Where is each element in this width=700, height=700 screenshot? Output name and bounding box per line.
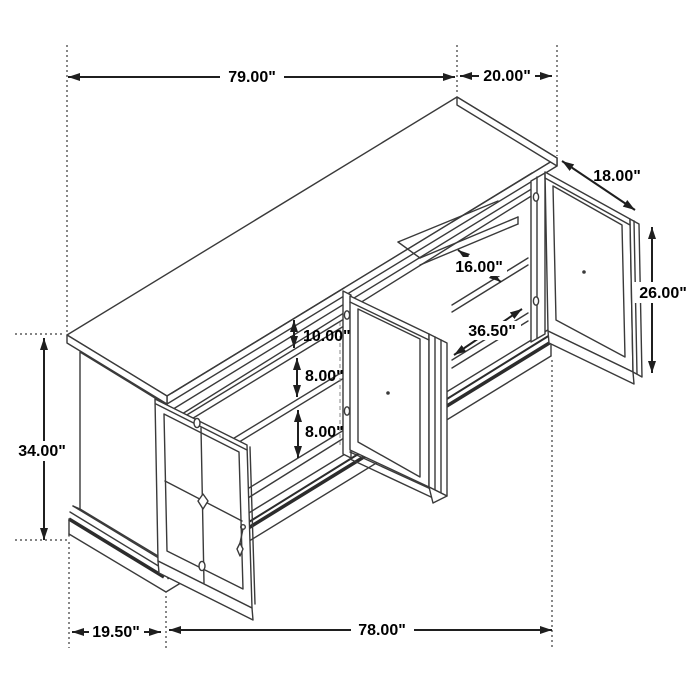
dimension-cabinet-height bbox=[13, 338, 72, 540]
door-knob-icon bbox=[582, 270, 586, 274]
dimension-label: 16.00" bbox=[455, 259, 503, 276]
dimension-base-depth bbox=[72, 622, 161, 642]
hinge-icon bbox=[194, 418, 200, 427]
dimension-label: 10.00" bbox=[303, 328, 351, 345]
dimension-label: 26.00" bbox=[639, 285, 687, 302]
door-knob-icon bbox=[386, 391, 390, 395]
left-door bbox=[155, 399, 255, 620]
right-hinge-stile bbox=[531, 173, 545, 342]
dimension-label: 36.50" bbox=[468, 323, 516, 340]
sideboard-drawing bbox=[67, 97, 642, 620]
dimension-label: 8.00" bbox=[305, 424, 344, 441]
hinge-icon bbox=[533, 297, 538, 305]
dimension-top-width bbox=[68, 66, 455, 87]
hinge-icon bbox=[199, 561, 205, 570]
dimension-label: 20.00" bbox=[483, 68, 531, 85]
dimension-label: 19.50" bbox=[92, 624, 140, 641]
middle-door bbox=[350, 296, 447, 503]
dimension-top-shelf-spacing bbox=[294, 320, 351, 348]
dimension-shelf-depth bbox=[452, 250, 507, 282]
hinge-icon bbox=[344, 311, 349, 319]
dimension-interior-width bbox=[454, 309, 522, 355]
dimension-label: 34.00" bbox=[18, 443, 66, 460]
dimension-label: 78.00" bbox=[358, 622, 406, 639]
hinge-icon bbox=[533, 193, 538, 201]
dimension-middle-shelf-spacing bbox=[297, 358, 344, 397]
dimension-label: 18.00" bbox=[593, 168, 641, 185]
dimension-label: 8.00" bbox=[305, 368, 344, 385]
dimension-base-width bbox=[169, 620, 552, 640]
dimension-top-depth bbox=[460, 65, 552, 86]
dimension-bottom-shelf-spacing bbox=[298, 410, 344, 458]
dimension-label: 79.00" bbox=[228, 69, 276, 86]
hinge-icon bbox=[344, 407, 349, 415]
top-panel bbox=[67, 97, 557, 404]
